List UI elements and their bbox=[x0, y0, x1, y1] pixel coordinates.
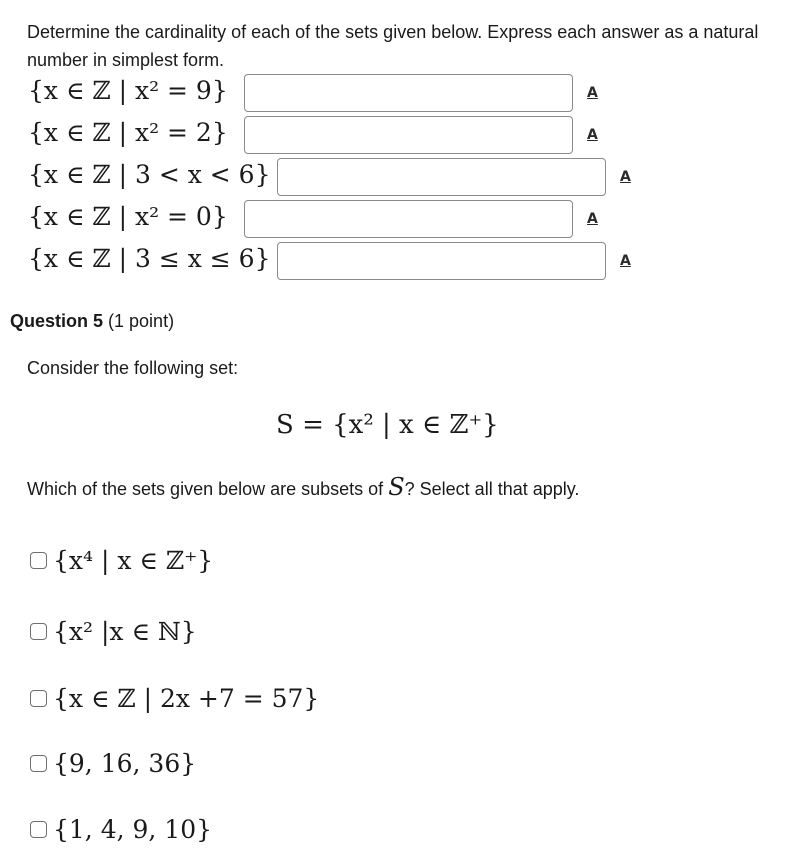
cardinality-row bbox=[0, 74, 786, 114]
cardinality-row bbox=[0, 158, 786, 198]
option-row[interactable] bbox=[30, 746, 196, 780]
prompt-suffix: ? Select all that apply. bbox=[404, 479, 580, 499]
option-checkbox[interactable] bbox=[30, 821, 47, 838]
option-label: {x² |x ∈ ℕ} bbox=[53, 616, 197, 646]
text-format-icon[interactable]: A bbox=[587, 211, 598, 227]
question-prompt bbox=[27, 473, 579, 501]
question-points: (1 point) bbox=[108, 311, 175, 331]
question-title bbox=[10, 311, 174, 332]
cardinality-answer-input[interactable] bbox=[277, 158, 606, 196]
instructions-text: Determine the cardinality of each of the sets given below. Express each answer as a natural number in simplest form. bbox=[27, 22, 759, 70]
prompt-prefix: Which of the sets given below are subsets of bbox=[27, 479, 389, 499]
cardinality-answer-input[interactable] bbox=[277, 242, 606, 280]
consider-text: Consider the following set: bbox=[27, 358, 239, 378]
option-checkbox[interactable] bbox=[30, 552, 47, 569]
text-format-icon[interactable]: A bbox=[587, 85, 598, 101]
option-row[interactable] bbox=[30, 681, 319, 715]
set-variable: S bbox=[388, 473, 405, 501]
option-label: {x⁴ | x ∈ ℤ⁺} bbox=[53, 545, 214, 575]
option-label: {x ∈ ℤ | 2x +7 = 57} bbox=[53, 683, 320, 713]
option-label: {9, 16, 36} bbox=[53, 748, 197, 778]
option-row[interactable] bbox=[30, 812, 212, 846]
cardinality-answer-input[interactable] bbox=[244, 116, 573, 154]
set-definition: S = {x² | x ∈ ℤ⁺} bbox=[276, 410, 499, 440]
question-number: Question 5 bbox=[10, 311, 104, 331]
set-expression: {x ∈ ℤ | 3 ≤ x ≤ 6} bbox=[28, 244, 271, 273]
option-checkbox[interactable] bbox=[30, 690, 47, 707]
option-row[interactable] bbox=[30, 614, 197, 648]
text-format-icon[interactable]: A bbox=[620, 253, 631, 269]
text-format-icon[interactable]: A bbox=[587, 127, 598, 143]
set-expression: {x ∈ ℤ | x² = 0} bbox=[28, 202, 228, 231]
cardinality-answer-input[interactable] bbox=[244, 200, 573, 238]
option-checkbox[interactable] bbox=[30, 755, 47, 772]
option-label: {1, 4, 9, 10} bbox=[53, 814, 213, 844]
cardinality-answer-input[interactable] bbox=[244, 74, 573, 112]
cardinality-row bbox=[0, 200, 786, 240]
set-expression: {x ∈ ℤ | x² = 2} bbox=[28, 118, 228, 147]
option-row[interactable] bbox=[30, 543, 213, 577]
cardinality-row bbox=[0, 242, 786, 282]
cardinality-row bbox=[0, 116, 786, 156]
set-expression: {x ∈ ℤ | 3 < x < 6} bbox=[28, 160, 271, 189]
text-format-icon[interactable]: A bbox=[620, 169, 631, 185]
set-expression: {x ∈ ℤ | x² = 9} bbox=[28, 76, 228, 105]
option-checkbox[interactable] bbox=[30, 623, 47, 640]
